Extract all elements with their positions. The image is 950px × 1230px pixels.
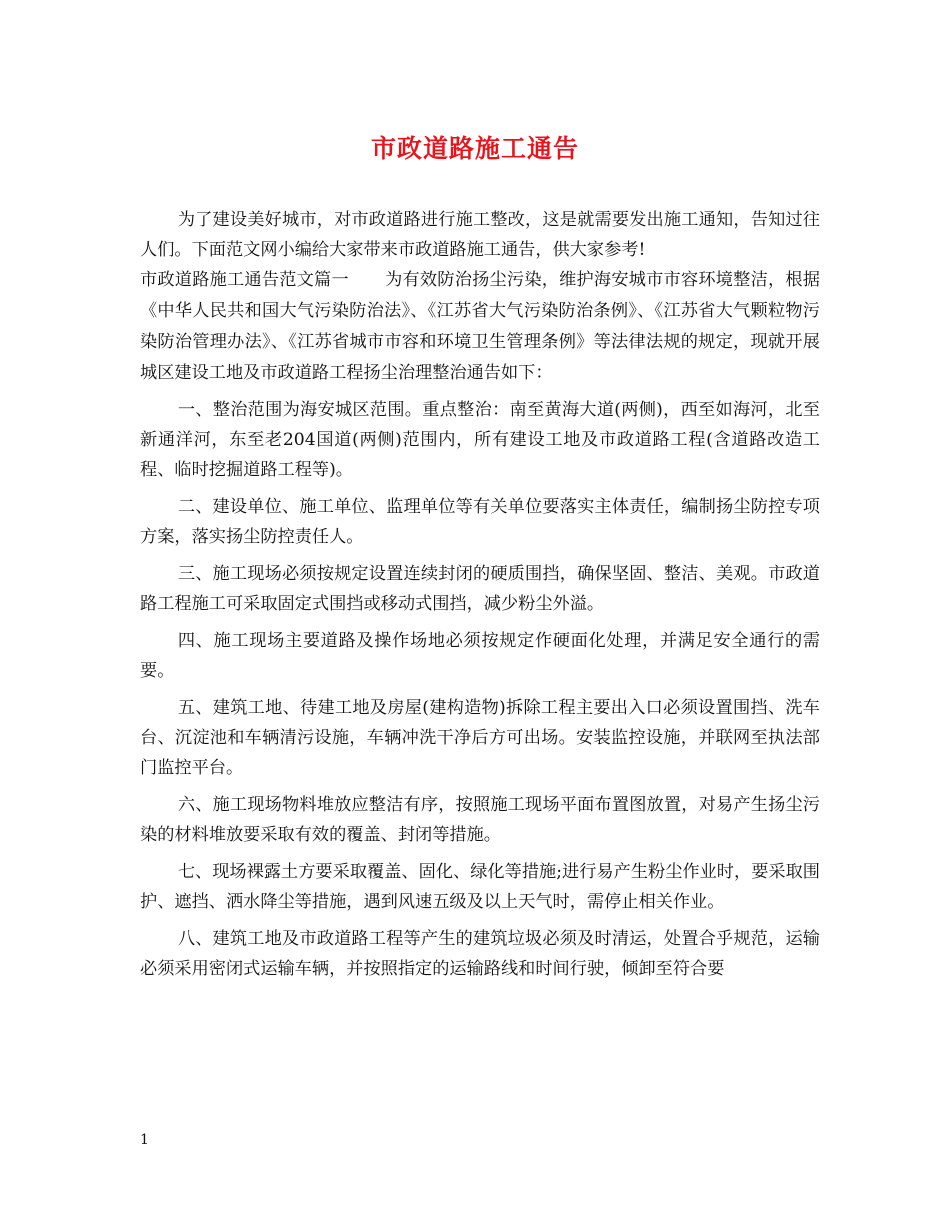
clause-paragraph-2: 二、建设单位、施工单位、监理单位等有关单位要落实主体责任，编制扬尘防控专项方案，落实扬尘防控责任人。 [140, 497, 820, 547]
clause-paragraph-1: 一、整治范围为海安城区范围。重点整治：南至黄海大道(两侧)，西至如海河，北至新通洋河，东至老204国道(两侧)范围内，所有建设工地及市政道路工程(含道路改造工程、临时挖掘道路工程等)。 [140, 400, 820, 480]
section-heading: 市政道路施工通告范文篇一 [140, 270, 349, 290]
document-body [140, 205, 820, 991]
clause-paragraph-8: 八、建筑工地及市政道路工程等产生的建筑垃圾必须及时清运，处置合乎规范，运输必须采用密闭式运输车辆，并按照指定的运输路线和时间行驶，倾卸至符合要 [140, 929, 820, 979]
intro-paragraph: 为了建设美好城市，对市政道路进行施工整改，这是就需要发出施工通知，告知过往人们。下面范文网小编给大家带来市政道路施工通告，供大家参考! [140, 210, 820, 260]
clause-paragraph-7: 七、现场裸露土方要采取覆盖、固化、绿化等措施;进行易产生粉尘作业时，要采取围护、遮挡、洒水降尘等措施，遇到风速五级及以上天气时，需停止相关作业。 [140, 862, 820, 912]
page-number: 1 [140, 1132, 149, 1148]
lead-paragraph [140, 265, 820, 389]
clause-paragraph-5: 五、建筑工地、待建工地及房屋(建构造物)拆除工程主要出入口必须设置围挡、洗车台、沉淀池和车辆清污设施，车辆冲洗干净后方可出场。安装监控设施，并联网至执法部门监控平台。 [140, 698, 820, 778]
clause-paragraph-4: 四、施工现场主要道路及操作场地必须按规定作硬面化处理，并满足安全通行的需要。 [140, 631, 820, 681]
clause-paragraph-6: 六、施工现场物料堆放应整洁有序，按照施工现场平面布置图放置，对易产生扬尘污染的材料堆放要采取有效的覆盖、封闭等措施。 [140, 795, 820, 845]
lead-text: 为有效防治扬尘污染，维护海安城市市容环境整洁，根据《中华人民共和国大气污染防治法》、《江苏省大气污染防治条例》、《江苏省大气颗粒物污染防治管理办法》、《江苏省城市市容和环境卫生管理条例》等法律法规的规定，现就开展城区建设工地及市政道路工程扬尘治理整治通告如下： [140, 270, 820, 383]
document-title: 市政道路施工通告 [370, 134, 579, 163]
clause-paragraph-3: 三、施工现场必须按规定设置连续封闭的硬质围挡，确保坚固、整洁、美观。市政道路工程施工可采取固定式围挡或移动式围挡，减少粉尘外溢。 [140, 564, 820, 614]
